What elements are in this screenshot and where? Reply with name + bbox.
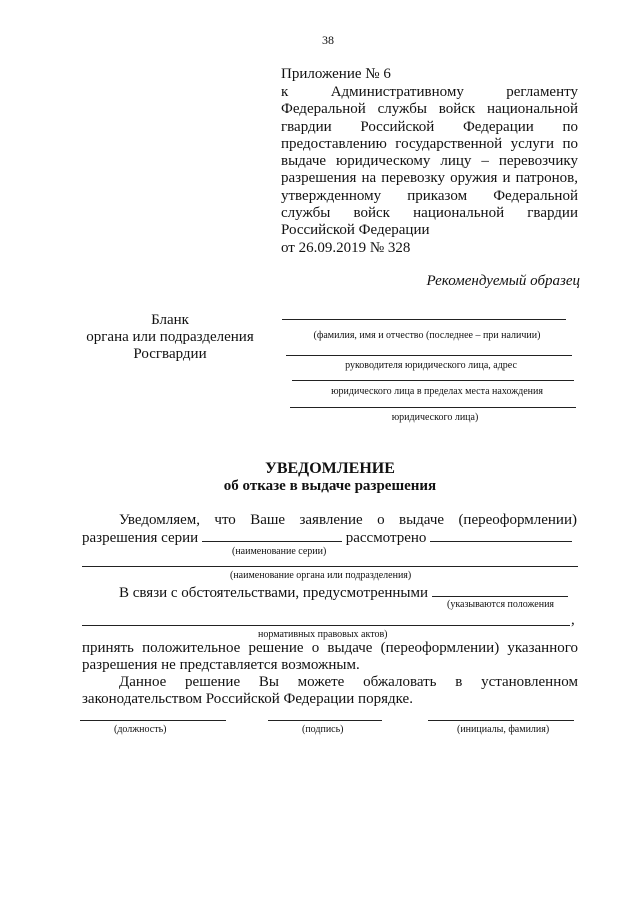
word: обжаловать	[363, 674, 437, 690]
word: указанного	[507, 640, 578, 656]
circumstances-blank-line	[432, 584, 568, 597]
appendix-word: службы	[377, 101, 427, 118]
acts-caption: нормативных правовых актов)	[258, 629, 388, 640]
org-caption: (наименование органа или подразделения)	[230, 570, 412, 581]
appendix-word: услуги	[510, 135, 554, 152]
word: Данное	[119, 674, 167, 690]
appendix-word: выдаче	[281, 153, 327, 169]
blank-line-3: Росгвардии	[133, 346, 207, 362]
appendix-date: от 26.09.2019 № 328	[281, 240, 411, 256]
appendix-word: лицу	[440, 153, 472, 169]
notice-title: УВЕДОМЛЕНИЕ	[265, 460, 395, 477]
series-blank-line	[202, 529, 342, 542]
appendix-word: на	[361, 170, 377, 187]
acts-line	[82, 625, 570, 626]
appendix-word: гвардии	[527, 204, 578, 221]
appendix-word: национальной	[487, 101, 578, 118]
appendix-word: по	[562, 135, 578, 152]
addressee-caption-4: юридического лица)	[391, 412, 479, 423]
word: Уведомляем,	[119, 512, 201, 528]
position-line	[80, 720, 226, 721]
word: решение	[248, 640, 304, 656]
word: (переоформлении)	[380, 640, 500, 656]
name-line	[428, 720, 574, 721]
appendix-line	[281, 136, 578, 152]
word: установленном	[481, 674, 578, 690]
acts-comma: ,	[571, 612, 575, 628]
provisions-caption: (указываются положения	[447, 599, 555, 610]
blank-line-1: Бланк	[151, 312, 189, 328]
appendix-word: Федеральной	[281, 101, 366, 118]
word: о	[311, 640, 320, 656]
addressee-caption-2: руководителя юридического лица, адрес	[345, 360, 517, 371]
appendix-line	[281, 119, 578, 135]
appendix-last-line: Российской Федерации	[281, 222, 430, 238]
appendix-title: Приложение № 6	[281, 66, 391, 82]
addressee-line-1	[282, 319, 566, 320]
appendix-line	[281, 205, 578, 221]
appendix-word: утвержденному	[281, 187, 382, 204]
appendix-word: регламенту	[506, 84, 578, 100]
appendix-word: по	[562, 118, 578, 135]
page-number: 38	[322, 33, 334, 47]
circumstances-text: В связи с обстоятельствами, предусмотренными	[119, 585, 429, 601]
word: можете	[297, 674, 345, 690]
word: Вы	[258, 674, 279, 690]
position-caption: (должность)	[114, 724, 167, 735]
appendix-word: предоставлению	[281, 135, 387, 152]
series-line	[82, 529, 572, 546]
appendix-line	[281, 101, 578, 117]
word: (переоформлении)	[458, 512, 577, 528]
appendix-word: приказом	[407, 187, 468, 204]
appeal-line-2: законодательством Российской Федерации порядке.	[82, 691, 413, 707]
appendix-line	[281, 84, 578, 100]
appendix-line	[281, 188, 578, 204]
org-line	[82, 566, 578, 567]
addressee-caption-1: (фамилия, имя и отчество (последнее – при наличии)	[313, 330, 541, 341]
blank-line-2: органа или подразделения	[86, 329, 254, 345]
appendix-word: оружия	[450, 170, 498, 187]
notice-paragraph-1	[119, 512, 577, 528]
signature-line	[268, 720, 382, 721]
appendix-line	[281, 153, 578, 169]
appendix-word: перевозку	[381, 170, 446, 187]
addressee-line-4	[290, 407, 576, 408]
appendix-word: –	[481, 153, 489, 169]
appendix-word: национальной	[413, 204, 505, 221]
decision-line-2: разрешения не представляется возможным.	[82, 657, 360, 673]
word: положительное	[142, 640, 241, 656]
signature-caption: (подпись)	[302, 724, 344, 735]
series-suffix: рассмотрено	[345, 530, 427, 546]
appendix-word: и	[502, 170, 511, 187]
word: заявление	[299, 512, 363, 528]
appendix-word: войск	[438, 101, 476, 118]
appendix-word: гвардии	[281, 118, 332, 135]
addressee-line-2	[286, 355, 572, 356]
word: Ваше	[250, 512, 286, 528]
word: решение	[185, 674, 241, 690]
word: выдаче	[398, 512, 445, 528]
decision-line-1	[82, 640, 578, 656]
series-caption: (наименование серии)	[232, 546, 327, 557]
appendix-word: Федеральной	[493, 187, 578, 204]
appendix-word: юридическому	[336, 153, 431, 169]
word: выдаче	[327, 640, 373, 656]
appendix-word: Административному	[330, 84, 464, 100]
appendix-word: Российской	[360, 118, 435, 135]
appendix-word: разрешения	[281, 170, 357, 187]
word: в	[455, 674, 463, 690]
addressee-line-3	[292, 380, 574, 381]
appendix-word: к	[281, 84, 289, 100]
appendix-word: службы	[281, 204, 331, 221]
word: о	[377, 512, 385, 528]
recommended-sample: Рекомендуемый образец	[426, 273, 580, 289]
word: что	[214, 512, 236, 528]
considered-blank-line	[430, 529, 572, 542]
appendix-word: Федерации	[462, 118, 534, 135]
word: принять	[82, 640, 134, 656]
series-prefix: разрешения серии	[82, 530, 199, 546]
appendix-word: перевозчику	[498, 153, 578, 169]
appendix-word: патронов,	[515, 170, 578, 187]
appeal-line-1	[119, 674, 578, 690]
appendix-word: войск	[353, 204, 390, 221]
appendix-line	[281, 170, 578, 186]
appendix-word: государственной	[395, 135, 503, 152]
notice-subtitle: об отказе в выдаче разрешения	[223, 478, 437, 494]
addressee-caption-3: юридического лица в пределах места нахождения	[331, 386, 543, 397]
name-caption: (инициалы, фамилия)	[457, 724, 550, 735]
